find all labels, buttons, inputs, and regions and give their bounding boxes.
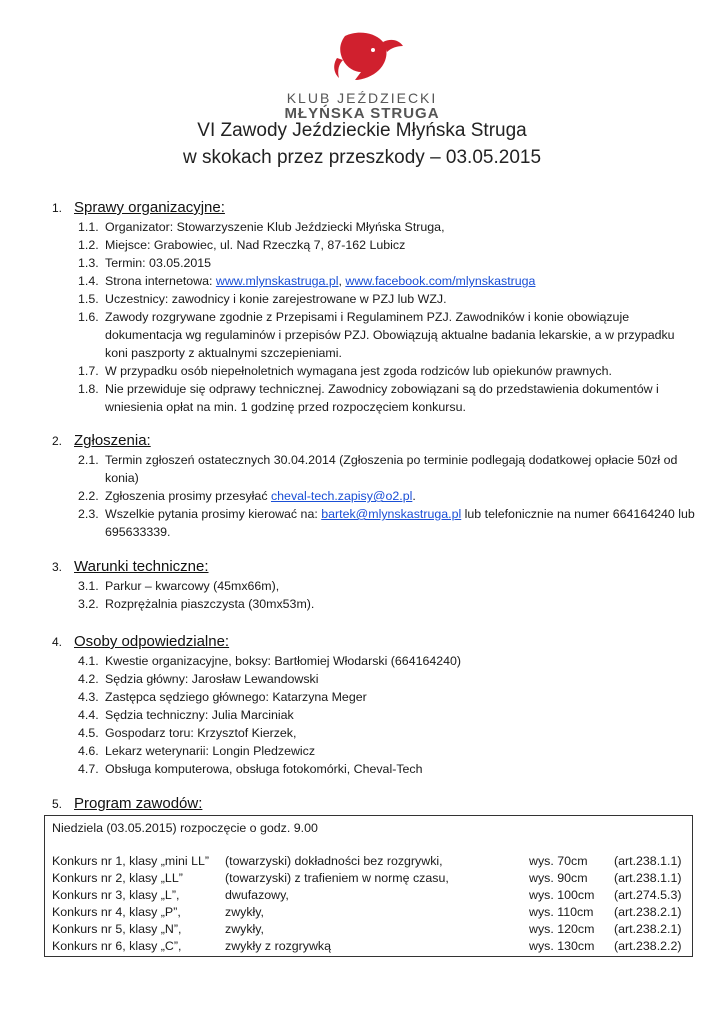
list-item: 1.5. Uczestnicy: zawodnicy i konie zarejestrowane w PZJ lub WZJ. — [78, 292, 447, 306]
registration-email-link[interactable]: cheval-tech.zapisy@o2.pl — [270, 489, 413, 503]
program-date-header: Niedziela (03.05.2015) rozpoczęcie o godz. 9.00 — [52, 821, 318, 835]
list-item: 1.6. Zawody rozgrywane zgodnie z Przepisami i Regulaminem PZJ. Zawodników i konie obowiązuje dokumentacja wg regulaminów i przepisów PZJ. Obowiązują aktualne badania lekarskie, a w przypadku koni paszporty z aktualnymi szczepieniami. — [78, 310, 675, 360]
list-item: 4.6. Lekarz weterynarii: Longin Pledzewicz — [78, 744, 316, 758]
section-title: Warunki techniczne: — [74, 558, 209, 575]
section-title: Osoby odpowiedzialne: — [74, 633, 230, 650]
section-title: Zgłoszenia: — [74, 432, 151, 449]
table-row: Konkurs nr 6, klasy „C”, zwykły z rozgrywką wys. 130cm (art.238.2.2) — [52, 939, 682, 953]
section-1-list — [78, 218, 698, 416]
section-heading-5: 5. Program zawodów: — [52, 795, 203, 812]
logo-text-line1: KLUB JEŹDZIECKI — [286, 90, 438, 106]
table-row: Konkurs nr 2, klasy „LL” (towarzyski) z trafieniem w normę czasu, wys. 90cm (art.238.1.1) — [52, 871, 682, 885]
section-4-list — [78, 652, 698, 778]
logo-text-line2: MŁYŃSKA STRUGA — [284, 105, 440, 122]
contact-email-link[interactable]: bartek@mlynskastruga.pl — [321, 507, 462, 521]
program-table — [44, 815, 693, 957]
website-link[interactable]: www.mlynskastruga.pl — [215, 274, 339, 288]
section-title: Program zawodów: — [74, 795, 203, 812]
list-item: 1.1. Organizator: Stowarzyszenie Klub Jeździecki Młyńska Struga, — [78, 220, 445, 234]
list-item: 2.1. Termin zgłoszeń ostatecznych 30.04.2014 (Zgłoszenia po terminie podlegają dodatkowej opłacie 50zł od konia) — [78, 453, 678, 485]
list-item: 2.2. Zgłoszenia prosimy przesyłać cheval-tech.zapisy@o2.pl. — [78, 489, 416, 503]
list-item: 3.1. Parkur – kwarcowy (45mx66m), — [78, 579, 280, 593]
list-item: 1.2. Miejsce: Grabowiec, ul. Nad Rzeczką 7, 87-162 Lubicz — [78, 238, 406, 252]
list-item: 2.3. Wszelkie pytania prosimy kierować na: bartek@mlynskastruga.pl lub telefonicznie na numer 664164240 lub 695633339. — [78, 507, 695, 539]
table-row: Konkurs nr 4, klasy „P”, zwykły, wys. 110cm (art.238.2.1) — [52, 905, 682, 919]
table-row: Konkurs nr 1, klasy „mini LL” (towarzyski) dokładności bez rozgrywki, wys. 70cm (art.238.1.1) — [52, 854, 682, 868]
facebook-link[interactable]: www.facebook.com/mlynskastruga — [345, 274, 536, 288]
list-item: 1.4. Strona internetowa: www.mlynskastruga.pl, www.facebook.com/mlynskastruga — [78, 274, 536, 288]
section-heading-2: 2. Zgłoszenia: — [52, 432, 151, 449]
section-heading-4: 4. Osoby odpowiedzialne: — [52, 633, 230, 650]
section-2-list — [78, 451, 698, 541]
list-item: 4.2. Sędzia główny: Jarosław Lewandowski — [78, 672, 319, 686]
horse-head-icon — [317, 28, 407, 88]
list-item: 3.2. Rozprężalnia piaszczysta (30mx53m). — [78, 597, 315, 611]
list-item: 1.3. Termin: 03.05.2015 — [78, 256, 212, 270]
list-item: 1.7. W przypadku osób niepełnoletnich wymagana jest zgoda rodziców lub opiekunów prawnych. — [78, 364, 612, 378]
list-item: 4.7. Obsługa komputerowa, obsługa fotokomórki, Cheval-Tech — [78, 762, 423, 776]
document-title-line2: w skokach przez przeszkody – 03.05.2015 — [182, 147, 542, 168]
section-heading-3: 3. Warunki techniczne: — [52, 558, 209, 575]
list-item: 4.5. Gospodarz toru: Krzysztof Kierzek, — [78, 726, 297, 740]
table-row: Konkurs nr 3, klasy „L”, dwufazowy, wys. 100cm (art.274.5.3) — [52, 888, 682, 902]
section-heading-1: 1. Sprawy organizacyjne: — [52, 199, 225, 216]
section-title: Sprawy organizacyjne: — [74, 199, 225, 216]
table-row: Konkurs nr 5, klasy „N”, zwykły, wys. 120cm (art.238.2.1) — [52, 922, 682, 936]
list-item: 4.3. Zastępca sędziego głównego: Katarzyna Meger — [78, 690, 367, 704]
list-item: 4.4. Sędzia techniczny: Julia Marciniak — [78, 708, 294, 722]
section-3-list — [78, 577, 698, 613]
document-title-line1: VI Zawody Jeździeckie Młyńska Struga — [197, 120, 527, 141]
club-logo — [0, 28, 724, 122]
list-item: 1.8. Nie przewiduje się odprawy technicznej. Zawodnicy zobowiązani są do przedstawienia dokumentów i wniesienia opłat na min. 1 godzinę przed rozpoczęciem konkursu. — [78, 382, 659, 414]
list-item: 4.1. Kwestie organizacyjne, boksy: Bartłomiej Włodarski (664164240) — [78, 654, 462, 668]
